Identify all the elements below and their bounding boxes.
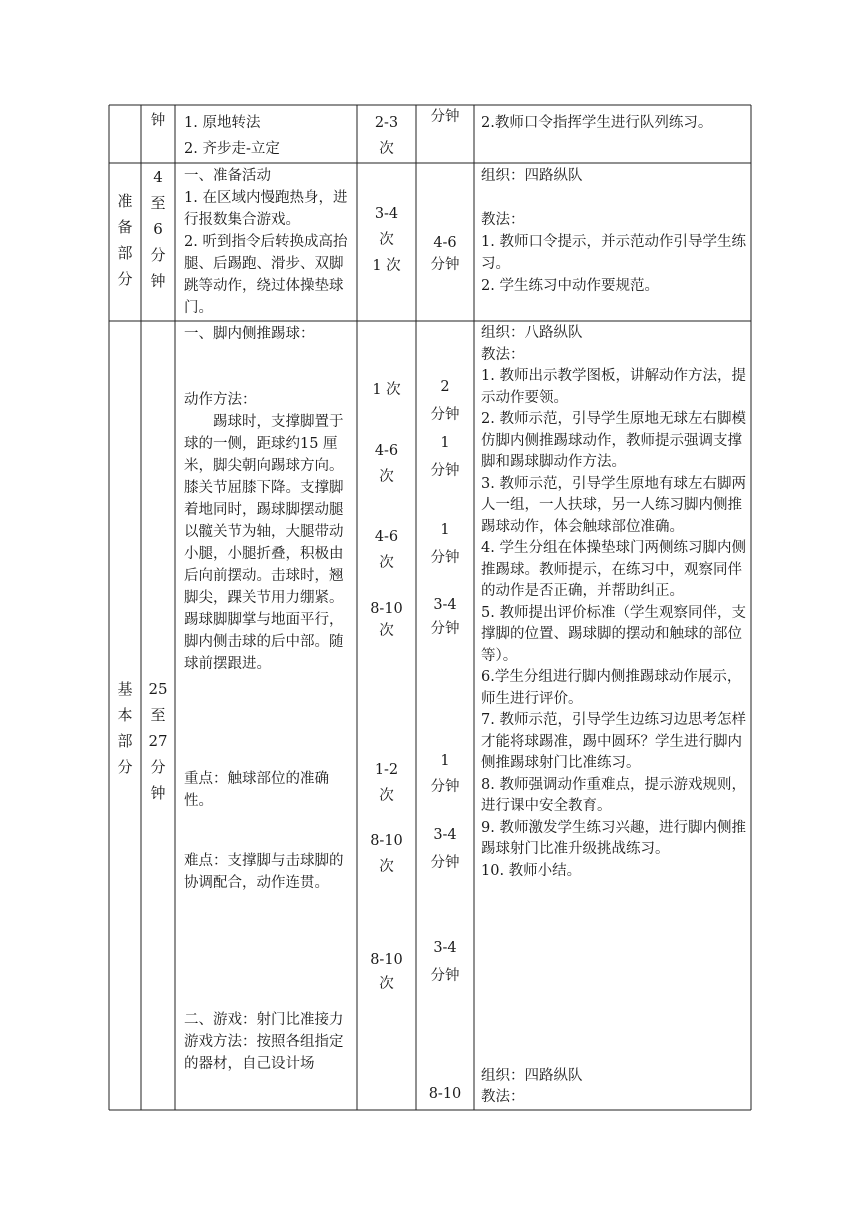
content-line: 1. 原地转法	[184, 115, 261, 131]
method-step: 6.学生分组进行脚内侧推踢球动作展示，师生进行评价。	[481, 669, 742, 707]
count-basic-3: 4-6 次	[374, 529, 399, 571]
game-section	[184, 1009, 354, 1075]
count-cell-prep: 3-4 次 1 次	[372, 206, 401, 274]
method-cell-continued: 2.教师口令指挥学生进行队列练习。	[481, 115, 713, 131]
method-label: 教法：	[481, 346, 525, 363]
duration-basic-3: 3-4 分钟	[430, 597, 460, 637]
method-body: 踢球时，支撑脚置于球的一侧，距球约15 厘米，脚尖朝向踢球方向。膝关节屈膝下降。支撑脚着地同时，踢球脚摆动腿以髋关节为轴，大腿带动小腿，小腿折叠，积极由后向前摆动。击球时，翘脚尖，踝关节用力绷紧。踢球脚脚掌与地面平行，脚内侧击球的后中部。随球前摆跟进。	[184, 414, 344, 672]
game-method: 游戏方法：按照各组指定的器材，自己设计场	[184, 1034, 344, 1072]
count-cell-basic: 1 次	[372, 382, 401, 398]
method-step: 1. 教师口令提示，并示范动作引导学生练习。	[481, 234, 746, 272]
method-org: 组织：八路纵队	[481, 325, 583, 341]
method-cell-game	[481, 1066, 747, 1108]
content-line: 2. 听到指令后转换成高抬腿、后踢跑、滑步、双脚跳等动作，绕过体操垫球门。	[184, 234, 348, 316]
method-step: 2. 教师示范，引导学生原地无球左右脚模仿脚内侧推踢球动作，教师提示强调支撑脚和踢球脚动作方法。	[481, 411, 746, 470]
section-label-basic: 基 本 部 分	[117, 680, 133, 776]
difficulty: 难点：支撑脚与击球脚的协调配合，动作连贯。	[184, 853, 344, 891]
content-heading: 一、准备活动	[184, 168, 271, 184]
count-basic-6: 8-10 次	[370, 833, 403, 875]
duration-basic-6: 3-4 分钟	[430, 940, 460, 984]
count-basic-7: 8-10 次	[370, 952, 403, 992]
content-heading: 一、脚内侧推踢球：	[184, 326, 315, 342]
method-step: 9. 教师激发学生练习兴趣，进行脚内侧推踢球射门比准升级挑战练习。	[481, 819, 746, 857]
content-cell-basic	[184, 323, 354, 345]
content-cell-basic-method	[184, 389, 354, 675]
time-label-basic: 25 至 27 分 钟	[148, 680, 168, 802]
method-step: 7. 教师示范，引导学生边练习边思考怎样才能将球踢准，踢中圆环？学生进行脚内侧推踢球射门比准练习。	[481, 712, 746, 771]
section-label-prep: 准 备 部 分	[117, 192, 133, 288]
method-step: 1. 教师出示教学图板，讲解动作方法，提示动作要领。	[481, 368, 746, 406]
method-label: 教法：	[481, 1089, 525, 1105]
method-step: 5. 教师提出评价标准（学生观察同伴，支撑脚的位置、踢球脚的摆动和触球的部位等）。	[481, 604, 746, 664]
content-cell-prep	[184, 165, 354, 319]
method-step: 4. 学生分组在体操垫球门两侧练习脚内侧推踢球。教师提示，在练习中，观察同伴的动作是否正确，并帮助纠正。	[481, 540, 746, 599]
duration-basic-7: 8-10	[428, 1086, 462, 1102]
content-line: 1. 在区域内慢跑热身，进行报数集合游戏。	[184, 190, 348, 228]
duration-cell-continued: 分钟	[430, 109, 460, 125]
time-label-prep: 4 至 6 分 钟	[150, 168, 166, 290]
duration-basic-1: 2 分钟 1 分钟	[430, 379, 460, 479]
method-cell-prep	[481, 165, 747, 297]
method-label: 动作方法：	[184, 392, 257, 408]
method-org: 组织：四路纵队	[481, 1068, 583, 1084]
duration-basic-5: 3-4 分钟	[430, 827, 460, 871]
content-cell-continued	[184, 110, 352, 162]
method-label: 教法：	[481, 212, 525, 228]
count-cell-continued: 2-3 次	[374, 115, 399, 157]
game-heading: 二、游戏：射门比准接力	[184, 1012, 344, 1028]
count-basic-2: 4-6 次	[374, 443, 399, 485]
method-step: 3. 教师示范，引导学生原地有球左右脚两人一组，一人扶球，另一人练习脚内侧推踢球动作，体会触球部位准确。	[481, 475, 746, 535]
method-step: 8. 教师强调动作重难点，提示游戏规则，进行课中安全教育。	[481, 776, 746, 814]
method-org: 组织：四路纵队	[481, 168, 583, 184]
method-step: 2. 学生练习中动作要规范。	[481, 278, 659, 294]
count-basic-5: 1-2 次	[374, 762, 399, 804]
time-cell-continued: 钟	[150, 113, 166, 129]
duration-cell-prep: 4-6 分钟	[430, 235, 460, 273]
method-step: 10. 教师小结。	[481, 862, 582, 879]
duration-basic-4: 1 分钟	[430, 753, 460, 795]
content-line: 2. 齐步走-立定	[184, 141, 280, 157]
key-point: 重点：触球部位的准确性。	[184, 771, 329, 809]
count-basic-4: 8-10 次	[370, 601, 403, 639]
method-cell-basic	[481, 323, 747, 882]
duration-basic-2: 1 分钟	[430, 522, 460, 566]
